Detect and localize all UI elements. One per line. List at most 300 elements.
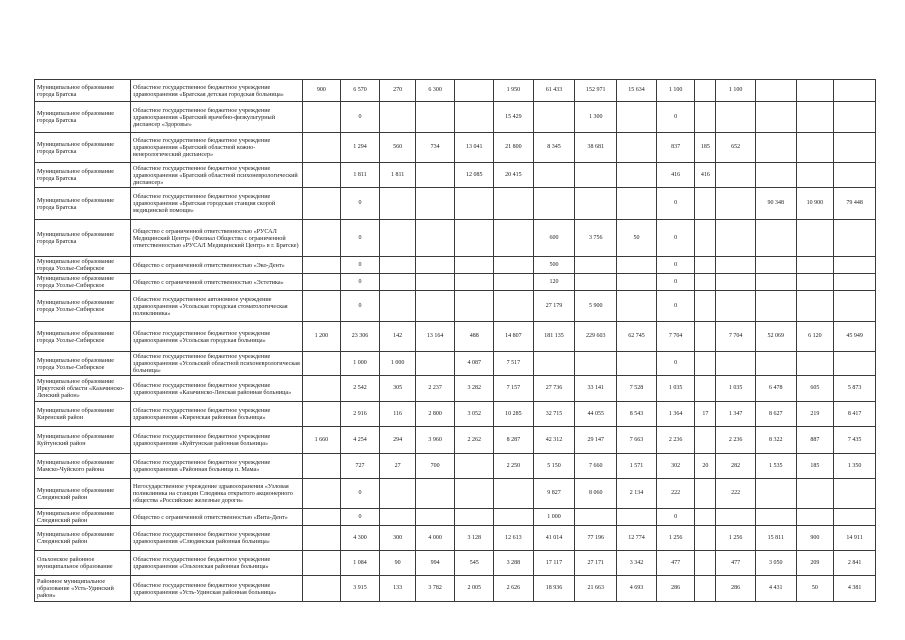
- value-cell: 7 517: [494, 352, 534, 376]
- value-cell: 116: [380, 402, 415, 427]
- value-cell: 6 120: [796, 322, 834, 352]
- value-cell: [695, 102, 716, 133]
- value-cell: [415, 102, 455, 133]
- value-cell: [695, 257, 716, 274]
- value-cell: 488: [455, 322, 494, 352]
- value-cell: 10 285: [494, 402, 534, 427]
- value-cell: 294: [380, 427, 415, 454]
- value-cell: 8 417: [834, 402, 876, 427]
- value-cell: [716, 188, 756, 220]
- value-cell: 181 135: [533, 322, 575, 352]
- table-row: [35, 274, 876, 291]
- value-cell: 0: [340, 274, 380, 291]
- value-cell: [494, 274, 534, 291]
- value-cell: [617, 291, 657, 322]
- value-cell: 4 254: [340, 427, 380, 454]
- institution-cell: Областное государственное бюджетное учреждение здравоохранения «Братская детская городская больница»: [130, 80, 302, 102]
- value-cell: 17 117: [533, 551, 575, 576]
- value-cell: 1 660: [303, 427, 341, 454]
- value-cell: 13 164: [415, 322, 455, 352]
- value-cell: 2 005: [455, 576, 494, 602]
- value-cell: 12 085: [455, 163, 494, 188]
- value-cell: 1 200: [303, 322, 341, 352]
- value-cell: 1 100: [656, 80, 695, 102]
- value-cell: 2 237: [415, 376, 455, 402]
- table-row: [35, 509, 876, 526]
- value-cell: [755, 509, 796, 526]
- value-cell: 2 236: [716, 427, 756, 454]
- value-cell: [716, 509, 756, 526]
- value-cell: [695, 220, 716, 257]
- value-cell: [415, 274, 455, 291]
- value-cell: [415, 479, 455, 509]
- value-cell: 14 807: [494, 322, 534, 352]
- value-cell: 90: [380, 551, 415, 576]
- value-cell: 4 693: [617, 576, 657, 602]
- value-cell: 300: [380, 526, 415, 551]
- value-cell: [617, 274, 657, 291]
- table-row: [35, 80, 876, 102]
- value-cell: 6 300: [415, 80, 455, 102]
- value-cell: [455, 102, 494, 133]
- value-cell: 416: [695, 163, 716, 188]
- value-cell: [834, 479, 876, 509]
- value-cell: 4 087: [455, 352, 494, 376]
- value-cell: 1 350: [834, 454, 876, 479]
- table-row: [35, 322, 876, 352]
- value-cell: 21 800: [494, 133, 534, 163]
- institution-cell: Областное государственное бюджетное учреждение здравоохранения «Братская городская станция скорой медицинской помощи»: [130, 188, 302, 220]
- value-cell: 1 000: [533, 509, 575, 526]
- value-cell: [716, 257, 756, 274]
- value-cell: 3 128: [455, 526, 494, 551]
- value-cell: 2 542: [340, 376, 380, 402]
- value-cell: 185: [796, 454, 834, 479]
- value-cell: 416: [656, 163, 695, 188]
- institution-cell: Областное государственное бюджетное учреждение здравоохранения «Братский областной кожно-венерологический диспансер»: [130, 133, 302, 163]
- municipality-cell: Муниципальное образование города Братска: [35, 163, 131, 188]
- value-cell: [716, 102, 756, 133]
- value-cell: [415, 291, 455, 322]
- value-cell: 3 756: [575, 220, 617, 257]
- value-cell: 17: [695, 402, 716, 427]
- value-cell: [380, 188, 415, 220]
- value-cell: 652: [716, 133, 756, 163]
- value-cell: [796, 352, 834, 376]
- value-cell: 727: [340, 454, 380, 479]
- value-cell: [303, 376, 341, 402]
- value-cell: [380, 291, 415, 322]
- value-cell: [455, 479, 494, 509]
- value-cell: 14 911: [834, 526, 876, 551]
- value-cell: 1 811: [340, 163, 380, 188]
- value-cell: [455, 454, 494, 479]
- value-cell: 0: [656, 509, 695, 526]
- municipality-cell: Муниципальное образование города Братска: [35, 220, 131, 257]
- value-cell: [455, 274, 494, 291]
- value-cell: 605: [796, 376, 834, 402]
- value-cell: [796, 291, 834, 322]
- value-cell: 286: [656, 576, 695, 602]
- value-cell: [755, 274, 796, 291]
- value-cell: [380, 479, 415, 509]
- value-cell: 2 134: [617, 479, 657, 509]
- value-cell: [455, 220, 494, 257]
- value-cell: 1 256: [716, 526, 756, 551]
- value-cell: [494, 479, 534, 509]
- value-cell: [415, 352, 455, 376]
- value-cell: [575, 274, 617, 291]
- value-cell: [716, 274, 756, 291]
- value-cell: [303, 454, 341, 479]
- value-cell: 38 681: [575, 133, 617, 163]
- value-cell: 2 800: [415, 402, 455, 427]
- value-cell: 15 429: [494, 102, 534, 133]
- value-cell: [455, 509, 494, 526]
- value-cell: 270: [380, 80, 415, 102]
- value-cell: 133: [380, 576, 415, 602]
- value-cell: [303, 163, 341, 188]
- institution-cell: Областное государственное бюджетное учреждение здравоохранения «Ольхонская районная больница»: [130, 551, 302, 576]
- value-cell: [303, 526, 341, 551]
- value-cell: 734: [415, 133, 455, 163]
- institution-cell: Областное государственное бюджетное учреждение здравоохранения «Усольский областной психоневрологическая больница»: [130, 352, 302, 376]
- value-cell: 23 306: [340, 322, 380, 352]
- municipality-cell: Муниципальное образование Слюдянский район: [35, 479, 131, 509]
- value-cell: [755, 163, 796, 188]
- value-cell: 3 960: [415, 427, 455, 454]
- value-cell: [303, 257, 341, 274]
- institution-cell: Общество с ограниченной ответственностью «Вита-Дент»: [130, 509, 302, 526]
- value-cell: [716, 352, 756, 376]
- value-cell: [755, 80, 796, 102]
- value-cell: 1 811: [380, 163, 415, 188]
- value-cell: [796, 257, 834, 274]
- value-cell: [494, 188, 534, 220]
- value-cell: [834, 352, 876, 376]
- value-cell: 8 287: [494, 427, 534, 454]
- value-cell: 27 171: [575, 551, 617, 576]
- value-cell: [533, 352, 575, 376]
- institution-cell: Областное государственное бюджетное учреждение здравоохранения «Братский врачебно-физкультурный диспансер «Здоровье»: [130, 102, 302, 133]
- value-cell: 8 060: [575, 479, 617, 509]
- value-cell: 0: [340, 257, 380, 274]
- table-row: [35, 291, 876, 322]
- value-cell: 7 157: [494, 376, 534, 402]
- value-cell: [695, 509, 716, 526]
- institution-cell: Областное государственное бюджетное учреждение здравоохранения «Районная больница п. Мама»: [130, 454, 302, 479]
- table-row: [35, 188, 876, 220]
- value-cell: 477: [656, 551, 695, 576]
- institution-cell: Областное государственное бюджетное учреждение здравоохранения «Казачинско-Ленская районная больница»: [130, 376, 302, 402]
- value-cell: 0: [340, 102, 380, 133]
- institution-cell: Областное государственное бюджетное учреждение здравоохранения «Киренская районная больница»: [130, 402, 302, 427]
- table-row: [35, 402, 876, 427]
- value-cell: [303, 188, 341, 220]
- value-cell: [303, 220, 341, 257]
- value-cell: 1 347: [716, 402, 756, 427]
- value-cell: 9 827: [533, 479, 575, 509]
- value-cell: 77 196: [575, 526, 617, 551]
- value-cell: [617, 188, 657, 220]
- value-cell: [575, 163, 617, 188]
- value-cell: [533, 102, 575, 133]
- value-cell: 15 634: [617, 80, 657, 102]
- value-cell: [834, 220, 876, 257]
- value-cell: [796, 509, 834, 526]
- value-cell: 2 236: [656, 427, 695, 454]
- table-row: [35, 102, 876, 133]
- institution-cell: Областное государственное бюджетное учреждение здравоохранения «Усть-Удинская районная больница»: [130, 576, 302, 602]
- value-cell: 545: [455, 551, 494, 576]
- value-cell: 560: [380, 133, 415, 163]
- value-cell: 10 900: [796, 188, 834, 220]
- value-cell: [755, 352, 796, 376]
- value-cell: 13 041: [455, 133, 494, 163]
- value-cell: 62 745: [617, 322, 657, 352]
- value-cell: 600: [533, 220, 575, 257]
- value-cell: [695, 291, 716, 322]
- institution-cell: Областное государственное бюджетное учреждение здравоохранения «Братский областной психоневрологический диспансер»: [130, 163, 302, 188]
- value-cell: [415, 509, 455, 526]
- municipality-cell: Муниципальное образование города Братска: [35, 188, 131, 220]
- value-cell: [796, 80, 834, 102]
- value-cell: 7 704: [716, 322, 756, 352]
- value-cell: [415, 188, 455, 220]
- value-cell: 900: [303, 80, 341, 102]
- value-cell: 0: [340, 291, 380, 322]
- data-table: [34, 79, 876, 602]
- value-cell: [716, 220, 756, 257]
- municipality-cell: Муниципальное образование Куйтунский район: [35, 427, 131, 454]
- value-cell: 222: [716, 479, 756, 509]
- value-cell: [834, 291, 876, 322]
- value-cell: [617, 509, 657, 526]
- value-cell: [533, 188, 575, 220]
- value-cell: [303, 133, 341, 163]
- value-cell: 700: [415, 454, 455, 479]
- institution-cell: Общество с ограниченной ответственностью «Эко-Дент»: [130, 257, 302, 274]
- value-cell: 4 381: [834, 576, 876, 602]
- value-cell: 7 663: [617, 427, 657, 454]
- value-cell: 4 000: [415, 526, 455, 551]
- value-cell: 282: [716, 454, 756, 479]
- value-cell: 286: [716, 576, 756, 602]
- value-cell: 2 250: [494, 454, 534, 479]
- value-cell: [575, 257, 617, 274]
- value-cell: [834, 274, 876, 291]
- value-cell: [755, 133, 796, 163]
- value-cell: [303, 551, 341, 576]
- value-cell: 27 179: [533, 291, 575, 322]
- value-cell: 0: [656, 220, 695, 257]
- value-cell: 1 364: [656, 402, 695, 427]
- value-cell: 0: [340, 220, 380, 257]
- municipality-cell: Ольхонское районное муниципальное образование: [35, 551, 131, 576]
- municipality-cell: Муниципальное образование города Усолье-Сибирское: [35, 257, 131, 274]
- value-cell: [755, 102, 796, 133]
- value-cell: 8 543: [617, 402, 657, 427]
- value-cell: 7 528: [617, 376, 657, 402]
- value-cell: 2 916: [340, 402, 380, 427]
- value-cell: [796, 274, 834, 291]
- value-cell: [796, 102, 834, 133]
- value-cell: [695, 479, 716, 509]
- value-cell: 7 704: [656, 322, 695, 352]
- municipality-cell: Районное муниципальное образование «Усть-Удинский район»: [35, 576, 131, 602]
- value-cell: 3 342: [617, 551, 657, 576]
- value-cell: 18 936: [533, 576, 575, 602]
- value-cell: [415, 220, 455, 257]
- value-cell: [695, 526, 716, 551]
- value-cell: [380, 509, 415, 526]
- table-row: [35, 163, 876, 188]
- value-cell: 0: [656, 102, 695, 133]
- value-cell: [695, 352, 716, 376]
- value-cell: [716, 291, 756, 322]
- institution-cell: Общество с ограниченной ответственностью «РУСАЛ Медицинский Центр» (Филиал Общества с ограниченной ответственностью «РУСАЛ Медицинский Центр» в г. Братске): [130, 220, 302, 257]
- value-cell: 302: [656, 454, 695, 479]
- value-cell: 42 312: [533, 427, 575, 454]
- value-cell: 15 811: [755, 526, 796, 551]
- value-cell: 41 014: [533, 526, 575, 551]
- value-cell: 6 478: [755, 376, 796, 402]
- value-cell: 3 915: [340, 576, 380, 602]
- value-cell: 219: [796, 402, 834, 427]
- value-cell: 994: [415, 551, 455, 576]
- value-cell: 20 415: [494, 163, 534, 188]
- municipality-cell: Муниципальное образование Иркутской области «Казачинско-Ленский район»: [35, 376, 131, 402]
- value-cell: 185: [695, 133, 716, 163]
- table-row: [35, 479, 876, 509]
- institution-cell: Негосударственное учреждение здравоохранения «Узловая поликлиника на станции Слюдянка открытого акционерного общества «Российские железные дороги»: [130, 479, 302, 509]
- value-cell: 3 052: [455, 402, 494, 427]
- institution-cell: Областное государственное бюджетное учреждение здравоохранения «Куйтунская районная больница»: [130, 427, 302, 454]
- value-cell: [617, 133, 657, 163]
- value-cell: 79 448: [834, 188, 876, 220]
- value-cell: 6 570: [340, 80, 380, 102]
- value-cell: 477: [716, 551, 756, 576]
- value-cell: 0: [656, 291, 695, 322]
- municipality-cell: Муниципальное образование города Братска: [35, 80, 131, 102]
- value-cell: [834, 509, 876, 526]
- value-cell: [455, 291, 494, 322]
- value-cell: [455, 80, 494, 102]
- table-row: [35, 576, 876, 602]
- value-cell: 27 736: [533, 376, 575, 402]
- table-row: [35, 427, 876, 454]
- value-cell: [455, 188, 494, 220]
- institution-cell: Общество с ограниченной ответственностью «Эстетика»: [130, 274, 302, 291]
- value-cell: 3 282: [455, 376, 494, 402]
- value-cell: 27: [380, 454, 415, 479]
- value-cell: [695, 576, 716, 602]
- value-cell: [575, 509, 617, 526]
- value-cell: [796, 479, 834, 509]
- value-cell: 837: [656, 133, 695, 163]
- value-cell: [834, 102, 876, 133]
- value-cell: [695, 80, 716, 102]
- value-cell: 61 433: [533, 80, 575, 102]
- value-cell: [834, 163, 876, 188]
- value-cell: [617, 163, 657, 188]
- value-cell: 152 971: [575, 80, 617, 102]
- municipality-cell: Муниципальное образование Слюдянский район: [35, 509, 131, 526]
- institution-cell: Областное государственное автономное учреждение здравоохранения «Усольская городская стоматологическая поликлиника»: [130, 291, 302, 322]
- value-cell: [415, 163, 455, 188]
- value-cell: [575, 188, 617, 220]
- value-cell: [303, 479, 341, 509]
- value-cell: [380, 257, 415, 274]
- table-row: [35, 454, 876, 479]
- value-cell: 1 535: [755, 454, 796, 479]
- value-cell: [303, 352, 341, 376]
- value-cell: [455, 257, 494, 274]
- municipality-cell: Муниципальное образование города Усолье-Сибирское: [35, 352, 131, 376]
- value-cell: [617, 257, 657, 274]
- value-cell: 7 435: [834, 427, 876, 454]
- value-cell: 0: [656, 188, 695, 220]
- value-cell: [695, 551, 716, 576]
- municipality-cell: Муниципальное образование города Братска: [35, 102, 131, 133]
- value-cell: [380, 102, 415, 133]
- value-cell: 2 262: [455, 427, 494, 454]
- value-cell: 8 322: [755, 427, 796, 454]
- value-cell: 1 256: [656, 526, 695, 551]
- value-cell: 2 626: [494, 576, 534, 602]
- value-cell: [303, 576, 341, 602]
- value-cell: 222: [656, 479, 695, 509]
- value-cell: 120: [533, 274, 575, 291]
- institution-cell: Областное государственное бюджетное учреждение здравоохранения «Слюдянская районная больница»: [130, 526, 302, 551]
- value-cell: 8 345: [533, 133, 575, 163]
- value-cell: [716, 163, 756, 188]
- value-cell: [494, 220, 534, 257]
- value-cell: 12 774: [617, 526, 657, 551]
- value-cell: 3 288: [494, 551, 534, 576]
- table-row: [35, 133, 876, 163]
- table-row: [35, 376, 876, 402]
- value-cell: [695, 274, 716, 291]
- value-cell: [755, 291, 796, 322]
- value-cell: [303, 291, 341, 322]
- value-cell: [695, 376, 716, 402]
- municipality-cell: Муниципальное образование Слюдянский район: [35, 526, 131, 551]
- value-cell: 4 431: [755, 576, 796, 602]
- value-cell: 45 949: [834, 322, 876, 352]
- table-row: [35, 526, 876, 551]
- value-cell: 7 660: [575, 454, 617, 479]
- value-cell: 1 035: [656, 376, 695, 402]
- value-cell: [303, 402, 341, 427]
- value-cell: 229 603: [575, 322, 617, 352]
- value-cell: 305: [380, 376, 415, 402]
- value-cell: [695, 188, 716, 220]
- value-cell: 90 348: [755, 188, 796, 220]
- value-cell: 1 294: [340, 133, 380, 163]
- table-row: [35, 352, 876, 376]
- value-cell: 50: [617, 220, 657, 257]
- institution-cell: Областное государственное бюджетное учреждение здравоохранения «Усольская городская больница»: [130, 322, 302, 352]
- value-cell: 1 000: [380, 352, 415, 376]
- value-cell: [533, 163, 575, 188]
- municipality-cell: Муниципальное образование Мамско-Чуйского района: [35, 454, 131, 479]
- value-cell: 21 663: [575, 576, 617, 602]
- value-cell: [755, 479, 796, 509]
- value-cell: 1 100: [716, 80, 756, 102]
- value-cell: [494, 509, 534, 526]
- value-cell: [695, 427, 716, 454]
